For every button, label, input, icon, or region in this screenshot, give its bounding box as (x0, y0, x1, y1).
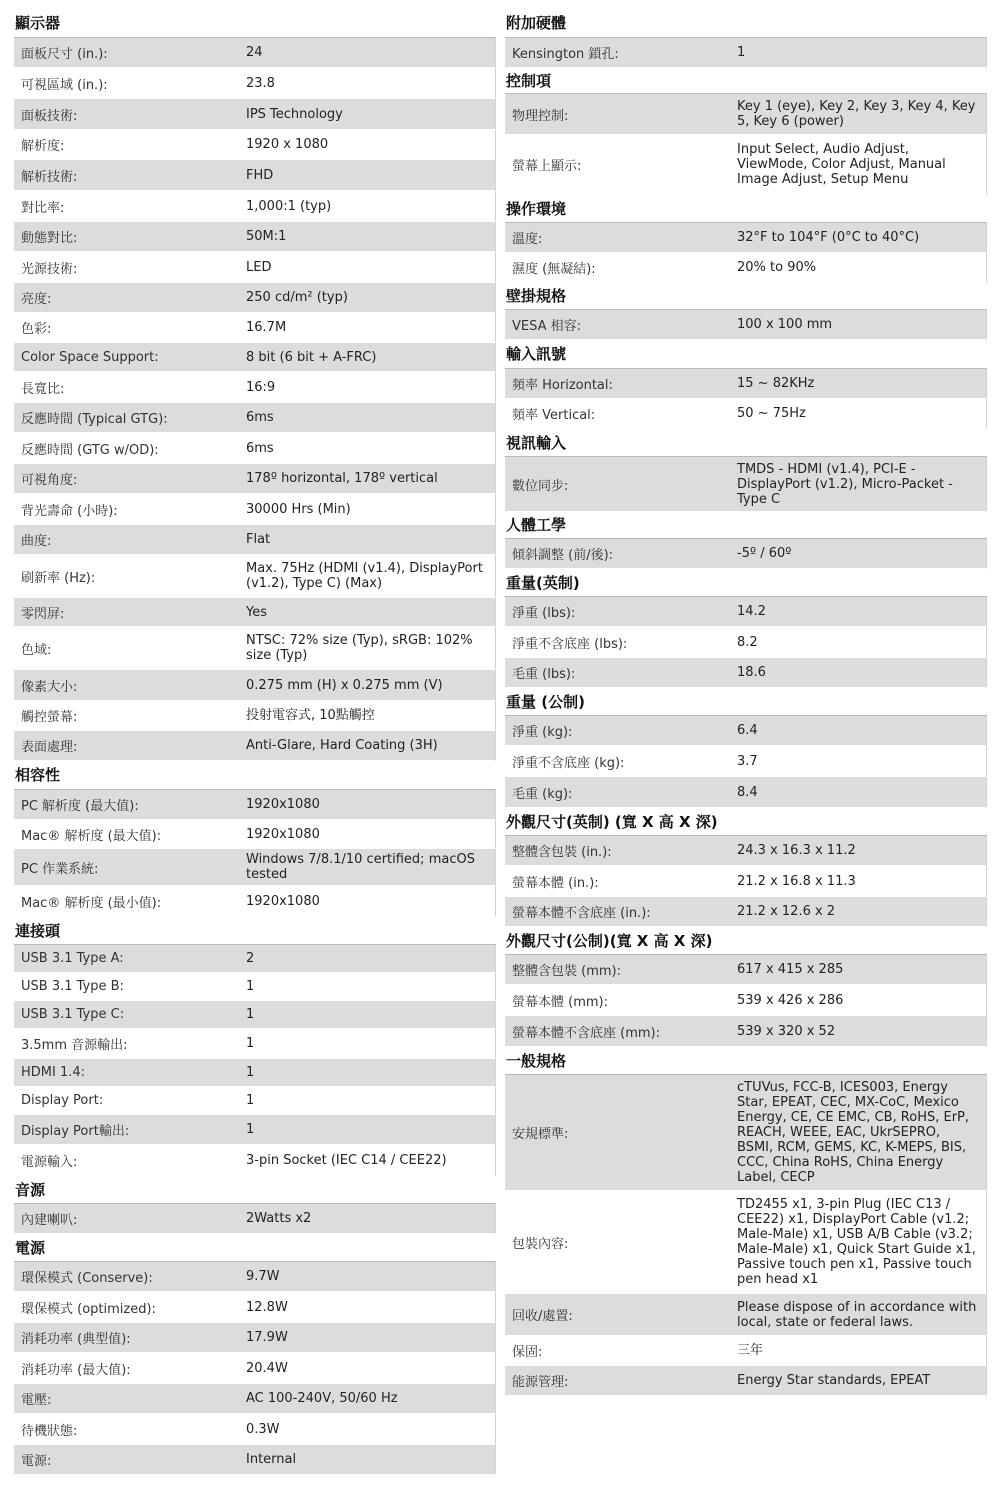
spec-value: 50 ~ 75Hz (737, 406, 806, 421)
spec-value: TD2455 x1, 3-pin Plug (IEC C13 / CEE22) x1, DisplayPort Cable (v1.2; Male-Male) x1, USB A/B Cable (v3.2; Male-Male) x1, Quick Start Guide x1, Passive touch pen x1, Passive touch pen head x1 (737, 1197, 976, 1287)
spec-value: 12.8W (246, 1299, 288, 1315)
spec-row (505, 399, 987, 429)
spec-row (505, 223, 987, 253)
spec-row (505, 94, 987, 135)
spec-label: 濕度 (無凝結): (512, 262, 596, 277)
spec-row (505, 866, 987, 897)
section-title: 連接頭 (14, 917, 496, 945)
spec-label: 傾斜調整 (前/後): (512, 548, 614, 563)
spec-label: 背光壽命 (小時): (21, 503, 118, 519)
spec-row (505, 597, 987, 627)
spec-value: 2 (246, 951, 255, 966)
spec-label: 淨重不含底座 (kg): (512, 755, 625, 771)
spec-label: 可視角度: (21, 473, 78, 488)
spec-label: 解析度: (21, 139, 65, 154)
spec-row (14, 252, 496, 283)
spec-value: 1 (737, 45, 746, 60)
spec-value: FHD (246, 167, 274, 183)
spec-value: 8.4 (737, 784, 758, 800)
spec-row (14, 1353, 496, 1384)
spec-row (505, 1294, 987, 1336)
spec-label: USB 3.1 Type A: (21, 951, 124, 966)
section-title: 操作環境 (505, 195, 987, 223)
section-title: 視訊輸入 (505, 429, 987, 457)
spec-value: 1 (246, 979, 255, 994)
spec-row (14, 372, 496, 403)
spec-row (505, 897, 987, 927)
spec-value: Energy Star standards, EPEAT (737, 1373, 931, 1388)
spec-label: 電源: (21, 1454, 52, 1469)
spec-label: 環保模式 (optimized): (21, 1301, 156, 1317)
spec-label: 環保模式 (Conserve): (21, 1271, 153, 1286)
spec-value: 1920x1080 (246, 826, 320, 842)
spec-label: 頻率 Vertical: (512, 408, 596, 423)
spec-row (14, 1115, 496, 1145)
spec-row (14, 1414, 496, 1445)
spec-value: 3-pin Socket (IEC C14 / CEE22) (246, 1152, 447, 1168)
spec-value: 9.7W (246, 1269, 280, 1284)
spec-label: 反應時間 (Typical GTG): (21, 412, 168, 427)
spec-row (14, 598, 496, 627)
spec-row (14, 160, 496, 191)
spec-row (14, 701, 496, 731)
spec-label: Kensington 鎖孔: (512, 47, 619, 62)
spec-value: 30000 Hrs (Min) (246, 501, 351, 517)
spec-label: 刷新率 (Hz): (21, 570, 96, 586)
spec-row (505, 310, 987, 340)
spec-label: 頻率 Horizontal: (512, 378, 613, 393)
section-title: 外觀尺寸(公制)(寬 X 高 X 深) (505, 927, 987, 955)
spec-label: 溫度: (512, 232, 543, 247)
spec-label: PC 解析度 (最大值): (21, 799, 139, 814)
spec-label: 保固: (512, 1345, 543, 1360)
section-title: 一般規格 (505, 1047, 987, 1075)
spec-value: 32°F to 104°F (0°C to 40°C) (737, 230, 920, 245)
section-title: 輸入訊號 (505, 340, 987, 369)
spec-label: 毛重 (lbs): (512, 667, 576, 682)
spec-value: 539 x 426 x 286 (737, 992, 844, 1008)
spec-label: 亮度: (21, 292, 52, 307)
section-title: 外觀尺寸(英制) (寬 X 高 X 深) (505, 808, 987, 836)
spec-row (505, 658, 987, 688)
spec-value: 0.275 mm (H) x 0.275 mm (V) (246, 677, 443, 693)
spec-value: Flat (246, 532, 271, 547)
spec-row (14, 1029, 496, 1059)
right-column (505, 8, 987, 1396)
spec-value: 24.3 x 16.3 x 11.2 (737, 843, 856, 858)
spec-row (505, 1366, 987, 1396)
spec-value: TMDS - HDMI (v1.4), PCI-E - DisplayPort (v1.2), Micro-Packet - Type C (737, 461, 953, 507)
spec-row (14, 313, 496, 343)
spec-label: 整體含包裝 (in.): (512, 845, 612, 860)
left-column (14, 8, 496, 1475)
spec-label: 觸控螢幕: (21, 710, 78, 725)
spec-row (14, 627, 496, 670)
spec-label: 毛重 (kg): (512, 786, 573, 802)
spec-value: 21.2 x 12.6 x 2 (737, 904, 836, 919)
spec-label: 色彩: (21, 322, 52, 337)
spec-label: 包裝內容: (512, 1236, 569, 1252)
spec-row (505, 38, 987, 68)
spec-label: 螢幕本體 (in.): (512, 875, 599, 891)
section-title: 控制項 (505, 68, 987, 94)
section-title: 音源 (14, 1176, 496, 1204)
spec-row (14, 130, 496, 160)
spec-row (14, 790, 496, 820)
spec-value: 250 cd/m² (typ) (246, 290, 348, 305)
spec-label: 曲度: (21, 534, 52, 549)
spec-row (14, 1323, 496, 1353)
spec-label: HDMI 1.4: (21, 1065, 86, 1080)
spec-label: 安規標準: (512, 1127, 569, 1142)
spec-value: 17.9W (246, 1330, 288, 1345)
spec-label: 數位同步: (512, 478, 569, 494)
spec-row (505, 457, 987, 512)
spec-label: 光源技術: (21, 261, 78, 277)
spec-row (505, 955, 987, 985)
spec-label: 電壓: (21, 1393, 52, 1408)
spec-label: 動態對比: (21, 231, 78, 246)
spec-value: 16.7M (246, 320, 287, 335)
spec-value: 1920 x 1080 (246, 137, 329, 152)
spec-row (505, 1016, 987, 1047)
spec-row (14, 945, 496, 973)
spec-label: 淨重不含底座 (lbs): (512, 636, 628, 652)
spec-value: 24 (246, 45, 263, 60)
spec-value: 100 x 100 mm (737, 317, 833, 332)
spec-value: 15 ~ 82KHz (737, 376, 815, 391)
spec-label: 3.5mm 音源輸出: (21, 1038, 128, 1053)
spec-value: 3.7 (737, 753, 758, 769)
spec-value: 1 (246, 1007, 255, 1022)
spec-value: 1920x1080 (246, 893, 320, 909)
spec-value: 50M:1 (246, 229, 287, 244)
spec-value: 16:9 (246, 379, 276, 395)
spec-row (505, 253, 987, 283)
spec-row (14, 525, 496, 555)
spec-value: 1,000:1 (typ) (246, 198, 332, 214)
spec-value: 6ms (246, 410, 274, 425)
spec-value: 23.8 (246, 75, 275, 91)
spec-label: 色域: (21, 642, 52, 658)
spec-value: NTSC: 72% size (Typ), sRGB: 102% size (Typ) (246, 633, 473, 663)
spec-value: 8 bit (6 bit + A-FRC) (246, 349, 377, 365)
spec-row (505, 746, 987, 777)
spec-value: Windows 7/8.1/10 certified; macOS tested (246, 852, 475, 882)
spec-value: 6.4 (737, 723, 758, 738)
spec-label: 淨重 (lbs): (512, 606, 576, 621)
spec-value: 1 (246, 1036, 255, 1051)
spec-label: 表面處理: (21, 740, 78, 755)
spec-row (14, 433, 496, 464)
spec-row (14, 1059, 496, 1087)
spec-label: USB 3.1 Type C: (21, 1007, 125, 1022)
spec-row (14, 283, 496, 313)
spec-value: Please dispose of in accordance with local, state or federal laws. (737, 1299, 977, 1330)
spec-row (505, 1336, 987, 1366)
spec-value: 617 x 415 x 285 (737, 962, 844, 977)
spec-label: VESA 相容: (512, 319, 582, 334)
spec-row (14, 1087, 496, 1115)
spec-value: 178º horizontal, 178º vertical (246, 471, 438, 486)
spec-value: 20.4W (246, 1360, 288, 1376)
spec-label: 物理控制: (512, 108, 569, 124)
spec-row (505, 369, 987, 399)
spec-label: Mac® 解析度 (最大值): (21, 828, 162, 844)
spec-label: Color Space Support: (21, 349, 159, 365)
spec-row (14, 886, 496, 917)
spec-row (14, 1292, 496, 1323)
spec-value: Input Select, Audio Adjust, ViewMode, Color Adjust, Manual Image Adjust, Setup Menu (737, 142, 946, 187)
section-title: 重量(英制) (505, 569, 987, 597)
spec-label: 螢幕本體不含底座 (in.): (512, 906, 651, 921)
spec-value: 1 (246, 1065, 255, 1080)
spec-label: 內建喇叭: (21, 1213, 78, 1228)
spec-value: 21.2 x 16.8 x 11.3 (737, 873, 856, 889)
spec-row (14, 191, 496, 222)
spec-row (14, 464, 496, 494)
spec-row (14, 494, 496, 525)
section-title: 壁掛規格 (505, 283, 987, 310)
spec-value: 0.3W (246, 1421, 280, 1437)
spec-label: 反應時間 (GTG w/OD): (21, 442, 159, 458)
spec-label: Display Port: (21, 1093, 104, 1108)
spec-value: 14.2 (737, 604, 766, 619)
spec-value: 1 (246, 1122, 255, 1137)
spec-value: Anti-Glare, Hard Coating (3H) (246, 738, 438, 753)
spec-label: 零閃屏: (21, 606, 65, 622)
spec-row (14, 1001, 496, 1029)
spec-value: 18.6 (737, 665, 766, 680)
spec-label: 螢幕上顯示: (512, 159, 582, 174)
spec-label: 解析技術: (21, 169, 78, 185)
spec-value: IPS Technology (246, 106, 343, 122)
spec-value: 1920x1080 (246, 797, 320, 812)
spec-value: 20% to 90% (737, 260, 817, 275)
section-title: 顯示器 (14, 8, 496, 38)
spec-value: LED (246, 259, 272, 275)
spec-value: -5º / 60º (737, 546, 792, 561)
section-title: 電源 (14, 1234, 496, 1262)
spec-label: 淨重 (kg): (512, 725, 573, 740)
spec-label: 電源輸入: (21, 1154, 78, 1170)
spec-row (14, 849, 496, 886)
spec-label: PC 作業系統: (21, 861, 99, 877)
spec-row (14, 820, 496, 849)
section-title: 附加硬體 (505, 8, 987, 38)
spec-row (505, 716, 987, 746)
spec-row (14, 973, 496, 1001)
spec-row (14, 1384, 496, 1414)
spec-row (14, 403, 496, 433)
spec-value: Yes (246, 604, 267, 620)
spec-value: cTUVus, FCC-B, ICES003, Energy Star, EPEAT, CEC, MX-CoC, Mexico Energy, CE, CE EMC, CB, RoHS, ErP, REACH, WEEE, EAC, UkrSEPRO, BSMI, RCM, GEMS, KC, K-MEPS, BIS, CCC, China RoHS, China Energy Label, CECP (737, 1080, 970, 1185)
spec-row (14, 68, 496, 99)
spec-label: 回收/處置: (512, 1309, 573, 1324)
spec-value: 投射電容式, 10點觸控 (246, 708, 375, 723)
spec-label: USB 3.1 Type B: (21, 979, 124, 994)
spec-label: 整體含包裝 (mm): (512, 964, 621, 979)
spec-row (14, 1262, 496, 1292)
spec-row (14, 99, 496, 130)
spec-label: 消耗功率 (最大值): (21, 1362, 131, 1378)
section-title: 重量 (公制) (505, 688, 987, 716)
spec-value: 6ms (246, 440, 274, 456)
spec-label: 螢幕本體不含底座 (mm): (512, 1025, 660, 1041)
spec-row (505, 627, 987, 658)
section-title: 相容性 (14, 761, 496, 790)
spec-label: Display Port輸出: (21, 1124, 130, 1139)
spec-label: 待機狀態: (21, 1423, 78, 1439)
spec-row (14, 670, 496, 701)
spec-label: 對比率: (21, 200, 65, 216)
spec-row (14, 731, 496, 761)
spec-row (14, 555, 496, 598)
spec-row (505, 985, 987, 1016)
spec-value: 1 (246, 1093, 255, 1108)
spec-row (505, 1191, 987, 1294)
spec-value: Max. 75Hz (HDMI (v1.4), DisplayPort (v1.2), Type C) (Max) (246, 561, 483, 591)
spec-label: 螢幕本體 (mm): (512, 994, 608, 1010)
spec-label: 面板尺寸 (in.): (21, 47, 108, 62)
section-title: 人體工學 (505, 512, 987, 539)
spec-row (14, 38, 496, 68)
spec-row (505, 1075, 987, 1191)
spec-row (14, 222, 496, 252)
spec-row (14, 1445, 496, 1475)
spec-value: AC 100-240V, 50/60 Hz (246, 1391, 398, 1406)
spec-value: 三年 (737, 1343, 764, 1358)
spec-row (505, 777, 987, 808)
spec-label: 像素大小: (21, 679, 78, 695)
spec-row (14, 343, 496, 372)
spec-row (14, 1145, 496, 1176)
spec-label: 面板技術: (21, 108, 78, 124)
spec-value: Key 1 (eye), Key 2, Key 3, Key 4, Key 5, Key 6 (power) (737, 99, 976, 129)
spec-label: 長寬比: (21, 381, 65, 397)
spec-label: Mac® 解析度 (最小值): (21, 895, 162, 911)
spec-value: 8.2 (737, 634, 758, 650)
spec-value: 539 x 320 x 52 (737, 1023, 836, 1039)
spec-row (505, 539, 987, 569)
spec-row (505, 135, 987, 195)
spec-row (14, 1204, 496, 1234)
spec-label: 能源管理: (512, 1375, 569, 1390)
spec-value: 2Watts x2 (246, 1211, 312, 1226)
spec-label: 可視區域 (in.): (21, 77, 108, 93)
spec-row (505, 836, 987, 866)
spec-label: 消耗功率 (典型值): (21, 1332, 131, 1347)
spec-value: Internal (246, 1452, 297, 1467)
